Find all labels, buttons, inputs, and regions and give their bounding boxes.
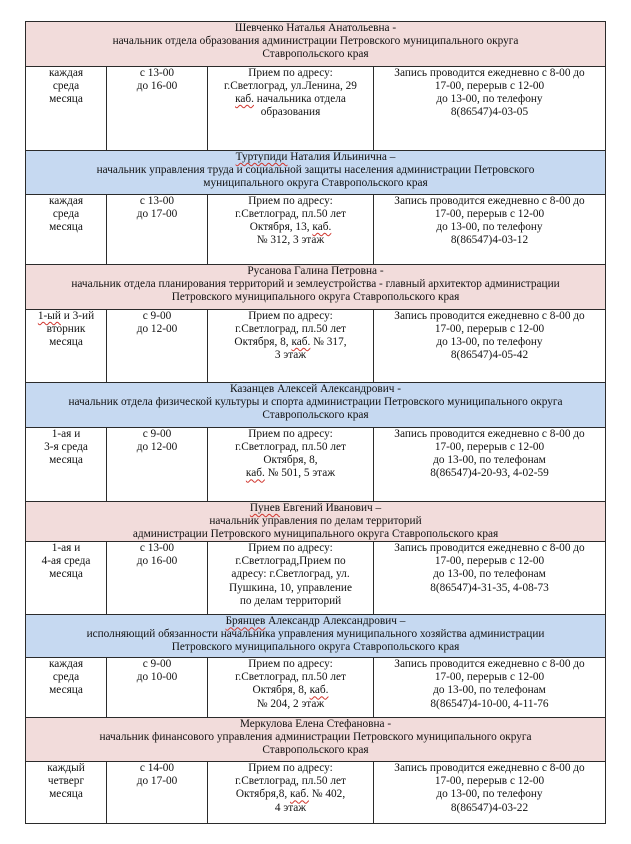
official-name: Брянцев Александр Александрович – — [225, 615, 406, 628]
reception-day: месяца — [49, 454, 83, 467]
reception-day-cell — [26, 658, 107, 718]
official-name: Русанова Галина Петровна - — [247, 265, 384, 277]
appointment-info: 17-00, перерыв с 12-00 — [434, 441, 545, 454]
appointment-info: до 13-00, по телефонам — [433, 454, 546, 467]
appointment-info: до 13-00, по телефонам — [433, 684, 546, 697]
reception-address: Прием по адресу: — [248, 542, 333, 555]
reception-day-cell — [26, 428, 107, 502]
reception-time: с 14-00 — [139, 762, 175, 775]
official-header-cell — [26, 383, 606, 428]
reception-time: до 16-00 — [136, 555, 178, 568]
official-name: Казанцев Алексей Александрович - — [229, 383, 402, 395]
reception-time: с 9-00 — [142, 658, 172, 671]
official-position: начальник отдела планирования территорий и землеустройства - главный архитектор администрации — [71, 278, 560, 291]
official-position: Ставропольского края — [262, 409, 369, 422]
reception-time-cell — [107, 542, 208, 615]
reception-day: каждая — [48, 195, 84, 207]
appointment-info: до 13-00, по телефону — [436, 221, 543, 234]
reception-day: 4-ая среда — [41, 555, 91, 568]
reception-address-cell — [208, 195, 374, 265]
reception-address: г.Светлоград,Прием по — [235, 555, 346, 568]
reception-day: месяца — [49, 684, 83, 697]
reception-address-cell — [208, 762, 374, 824]
reception-time: с 13-00 — [139, 67, 175, 79]
reception-address-cell — [208, 542, 374, 615]
reception-time: с 9-00 — [142, 428, 172, 440]
reception-address: по делам территорий — [239, 594, 342, 607]
appointment-phone: 8(86547)4-20-93, 4-02-59 — [430, 467, 549, 480]
schedule-row — [26, 542, 606, 615]
official-name: Меркулова Елена Стефановна - — [239, 718, 392, 731]
appointment-info: до 13-00, по телефону — [436, 336, 543, 349]
appointment-info-cell — [374, 195, 606, 265]
official-header-cell — [26, 151, 606, 195]
official-header-row — [26, 615, 606, 658]
reception-address: № 312, 3 этаж — [256, 234, 325, 247]
appointment-phone: 8(86547)4-03-05 — [450, 106, 529, 119]
official-header-cell — [26, 265, 606, 310]
schedule-row — [26, 67, 606, 151]
official-position: Ставропольского края — [262, 48, 369, 61]
spellcheck-underline: каб. — [245, 467, 265, 480]
official-position: Петровского муниципального округа Ставропольского края — [171, 641, 460, 654]
reception-day: среда — [52, 671, 80, 684]
reception-address: г.Светлоград, пл.50 лет — [235, 775, 346, 788]
reception-time: до 16-00 — [136, 80, 178, 93]
official-position: начальник финансового управления администрации Петровского муниципального округа — [99, 731, 532, 744]
reception-time-cell — [107, 310, 208, 383]
official-header-row — [26, 151, 606, 195]
official-header-row — [26, 383, 606, 428]
schedule-row — [26, 195, 606, 265]
appointment-info: Запись проводится ежедневно с 8-00 до — [394, 310, 585, 322]
appointment-info: 17-00, перерыв с 12-00 — [434, 80, 545, 93]
reception-day: каждая — [48, 658, 84, 671]
reception-address: Прием по адресу: — [248, 428, 333, 440]
reception-address: 4 этаж — [274, 801, 307, 814]
official-position: исполняющий обязанности начальника управления муниципального хозяйства администрации — [86, 628, 545, 641]
reception-day: 1-ый и 3-ий — [37, 310, 95, 322]
reception-address: № 204, 2 этаж — [256, 697, 325, 710]
reception-day: месяца — [49, 788, 83, 801]
reception-day: месяца — [49, 336, 83, 349]
official-name: Пунев Евгений Иванович – — [249, 502, 382, 514]
reception-day: 1-ая и — [51, 542, 81, 555]
reception-address: г.Светлоград, пл.50 лет — [235, 323, 346, 336]
reception-address: Пушкина, 10, управление — [229, 581, 352, 594]
reception-address: Прием по адресу: — [248, 310, 333, 322]
reception-time: до 10-00 — [136, 671, 178, 684]
official-position: начальник управления по делам территорий — [209, 515, 422, 528]
reception-address: г.Светлоград, пл.50 лет — [235, 208, 346, 221]
reception-time: с 13-00 — [139, 542, 175, 555]
spellcheck-underline: каб. — [312, 221, 332, 234]
appointment-info: Запись проводится ежедневно с 8-00 до — [394, 67, 585, 79]
official-position: Петровского муниципального округа Ставропольского края — [171, 291, 460, 304]
official-header-cell — [26, 718, 606, 762]
reception-address: адресу: г.Светлоград, ул. — [231, 568, 350, 581]
reception-address: Прием по адресу: — [248, 195, 333, 207]
reception-time-cell — [107, 195, 208, 265]
reception-time-cell — [107, 762, 208, 824]
appointment-info: Запись проводится ежедневно с 8-00 до — [394, 195, 585, 207]
reception-time: до 17-00 — [136, 775, 178, 788]
appointment-info: до 13-00, по телефонам — [433, 568, 546, 581]
appointment-info-cell — [374, 542, 606, 615]
schedule-row — [26, 310, 606, 383]
reception-day-cell — [26, 67, 107, 151]
reception-time-cell — [107, 67, 208, 151]
reception-address: Октября, 8, каб. № 317, — [234, 336, 347, 349]
appointment-phone: 8(86547)4-31-35, 4-08-73 — [430, 581, 549, 594]
appointment-info: Запись проводится ежедневно с 8-00 до — [394, 542, 585, 555]
reception-address: Прием по адресу: — [248, 762, 333, 775]
reception-day: месяца — [49, 221, 83, 234]
reception-day: четверг — [47, 775, 85, 788]
appointment-phone: 8(86547)4-03-22 — [450, 801, 529, 814]
reception-day: 3-я среда — [44, 441, 88, 454]
spellcheck-underline: 1-ый — [37, 310, 61, 322]
official-name: Шевченко Наталья Анатольевна - — [234, 22, 397, 34]
reception-address: г.Светлоград, пл.50 лет — [235, 671, 346, 684]
reception-day: каждая — [48, 67, 84, 79]
reception-address: Октября, 13, каб. — [249, 221, 332, 234]
reception-day-cell — [26, 195, 107, 265]
spellcheck-underline: Пунев — [249, 502, 281, 514]
reception-day: каждый — [47, 762, 85, 775]
official-position: администрации Петровского муниципального округа Ставропольского края — [132, 528, 499, 541]
reception-address-cell — [208, 658, 374, 718]
official-header-cell — [26, 22, 606, 67]
reception-address: каб. начальника отдела — [235, 93, 346, 106]
appointment-phone: 8(86547)4-10-00, 4-11-76 — [430, 697, 549, 710]
schedule-row — [26, 658, 606, 718]
reception-address: Прием по адресу: — [248, 658, 333, 671]
spellcheck-underline: Брянцев — [225, 615, 266, 628]
official-header-row — [26, 22, 606, 67]
reception-day-cell — [26, 310, 107, 383]
spellcheck-underline: каб. — [235, 93, 254, 106]
official-header-cell — [26, 615, 606, 658]
reception-day: месяца — [49, 93, 83, 106]
schedule-body — [26, 22, 606, 824]
official-position: муниципального округа Ставропольского края — [203, 177, 428, 190]
reception-time-cell — [107, 658, 208, 718]
reception-address: г.Светлоград, ул.Ленина, 29 — [224, 80, 357, 93]
appointment-info: Запись проводится ежедневно с 8-00 до — [394, 762, 585, 775]
reception-day: месяца — [49, 568, 83, 581]
reception-address: Прием по адресу: — [248, 67, 333, 79]
appointment-info-cell — [374, 428, 606, 502]
reception-day: среда — [52, 208, 80, 221]
official-position: начальник отдела образования администрации Петровского муниципального округа — [112, 35, 519, 48]
reception-address-cell — [208, 310, 374, 383]
spellcheck-underline: каб. — [291, 336, 311, 349]
schedule-row — [26, 428, 606, 502]
reception-time: до 12-00 — [136, 323, 178, 336]
reception-address: каб. № 501, 5 этаж — [245, 467, 336, 480]
reception-day: вторник — [46, 323, 86, 336]
appointment-info: Запись проводится ежедневно с 8-00 до — [394, 658, 585, 671]
appointment-info: 17-00, перерыв с 12-00 — [434, 323, 545, 336]
appointment-info: 17-00, перерыв с 12-00 — [434, 671, 545, 684]
official-header-row — [26, 502, 606, 542]
reception-time: до 17-00 — [136, 208, 178, 221]
appointment-phone: 8(86547)4-05-42 — [450, 349, 529, 362]
official-position: Ставропольского края — [262, 744, 369, 757]
schedule-row — [26, 762, 606, 824]
reception-time: с 13-00 — [139, 195, 175, 207]
appointment-info-cell — [374, 310, 606, 383]
reception-address: г.Светлоград, пл.50 лет — [235, 441, 346, 454]
appointment-info: 17-00, перерыв с 12-00 — [434, 208, 545, 221]
spellcheck-underline: каб. — [290, 788, 309, 801]
spellcheck-underline: Туртупиди — [235, 151, 288, 163]
official-name: Туртупиди Наталия Ильинична – — [235, 151, 396, 163]
reception-address-cell — [208, 67, 374, 151]
official-header-row — [26, 265, 606, 310]
reception-day: 1-ая и — [51, 428, 81, 440]
reception-address: Октября, 8, каб. — [252, 684, 329, 697]
official-position: начальник управления труда и социальной защиты населения администрации Петровского — [96, 164, 535, 177]
reception-time: с 9-00 — [142, 310, 172, 322]
spellcheck-underline: каб. — [309, 684, 329, 697]
appointment-info: до 13-00, по телефону — [436, 788, 543, 801]
appointment-info: до 13-00, по телефону — [436, 93, 543, 106]
official-position: начальник отдела физической культуры и спорта администрации Петровского муниципального округа — [68, 396, 563, 409]
reception-day: среда — [52, 80, 80, 93]
official-header-row — [26, 718, 606, 762]
reception-address: 3 этаж — [274, 349, 307, 362]
appointment-info-cell — [374, 658, 606, 718]
reception-schedule-table — [25, 21, 606, 824]
reception-address: Октября, 8, — [263, 454, 318, 467]
appointment-phone: 8(86547)4-03-12 — [450, 234, 529, 247]
appointment-info: 17-00, перерыв с 12-00 — [434, 775, 545, 788]
reception-address-cell — [208, 428, 374, 502]
reception-day-cell — [26, 542, 107, 615]
appointment-info-cell — [374, 762, 606, 824]
reception-time: до 12-00 — [136, 441, 178, 454]
reception-address: образования — [260, 106, 321, 119]
appointment-info-cell — [374, 67, 606, 151]
reception-address: Октября,8, каб. № 402, — [235, 788, 346, 801]
reception-day-cell — [26, 762, 107, 824]
appointment-info: 17-00, перерыв с 12-00 — [434, 555, 545, 568]
official-header-cell — [26, 502, 606, 542]
reception-time-cell — [107, 428, 208, 502]
appointment-info: Запись проводится ежедневно с 8-00 до — [394, 428, 585, 440]
